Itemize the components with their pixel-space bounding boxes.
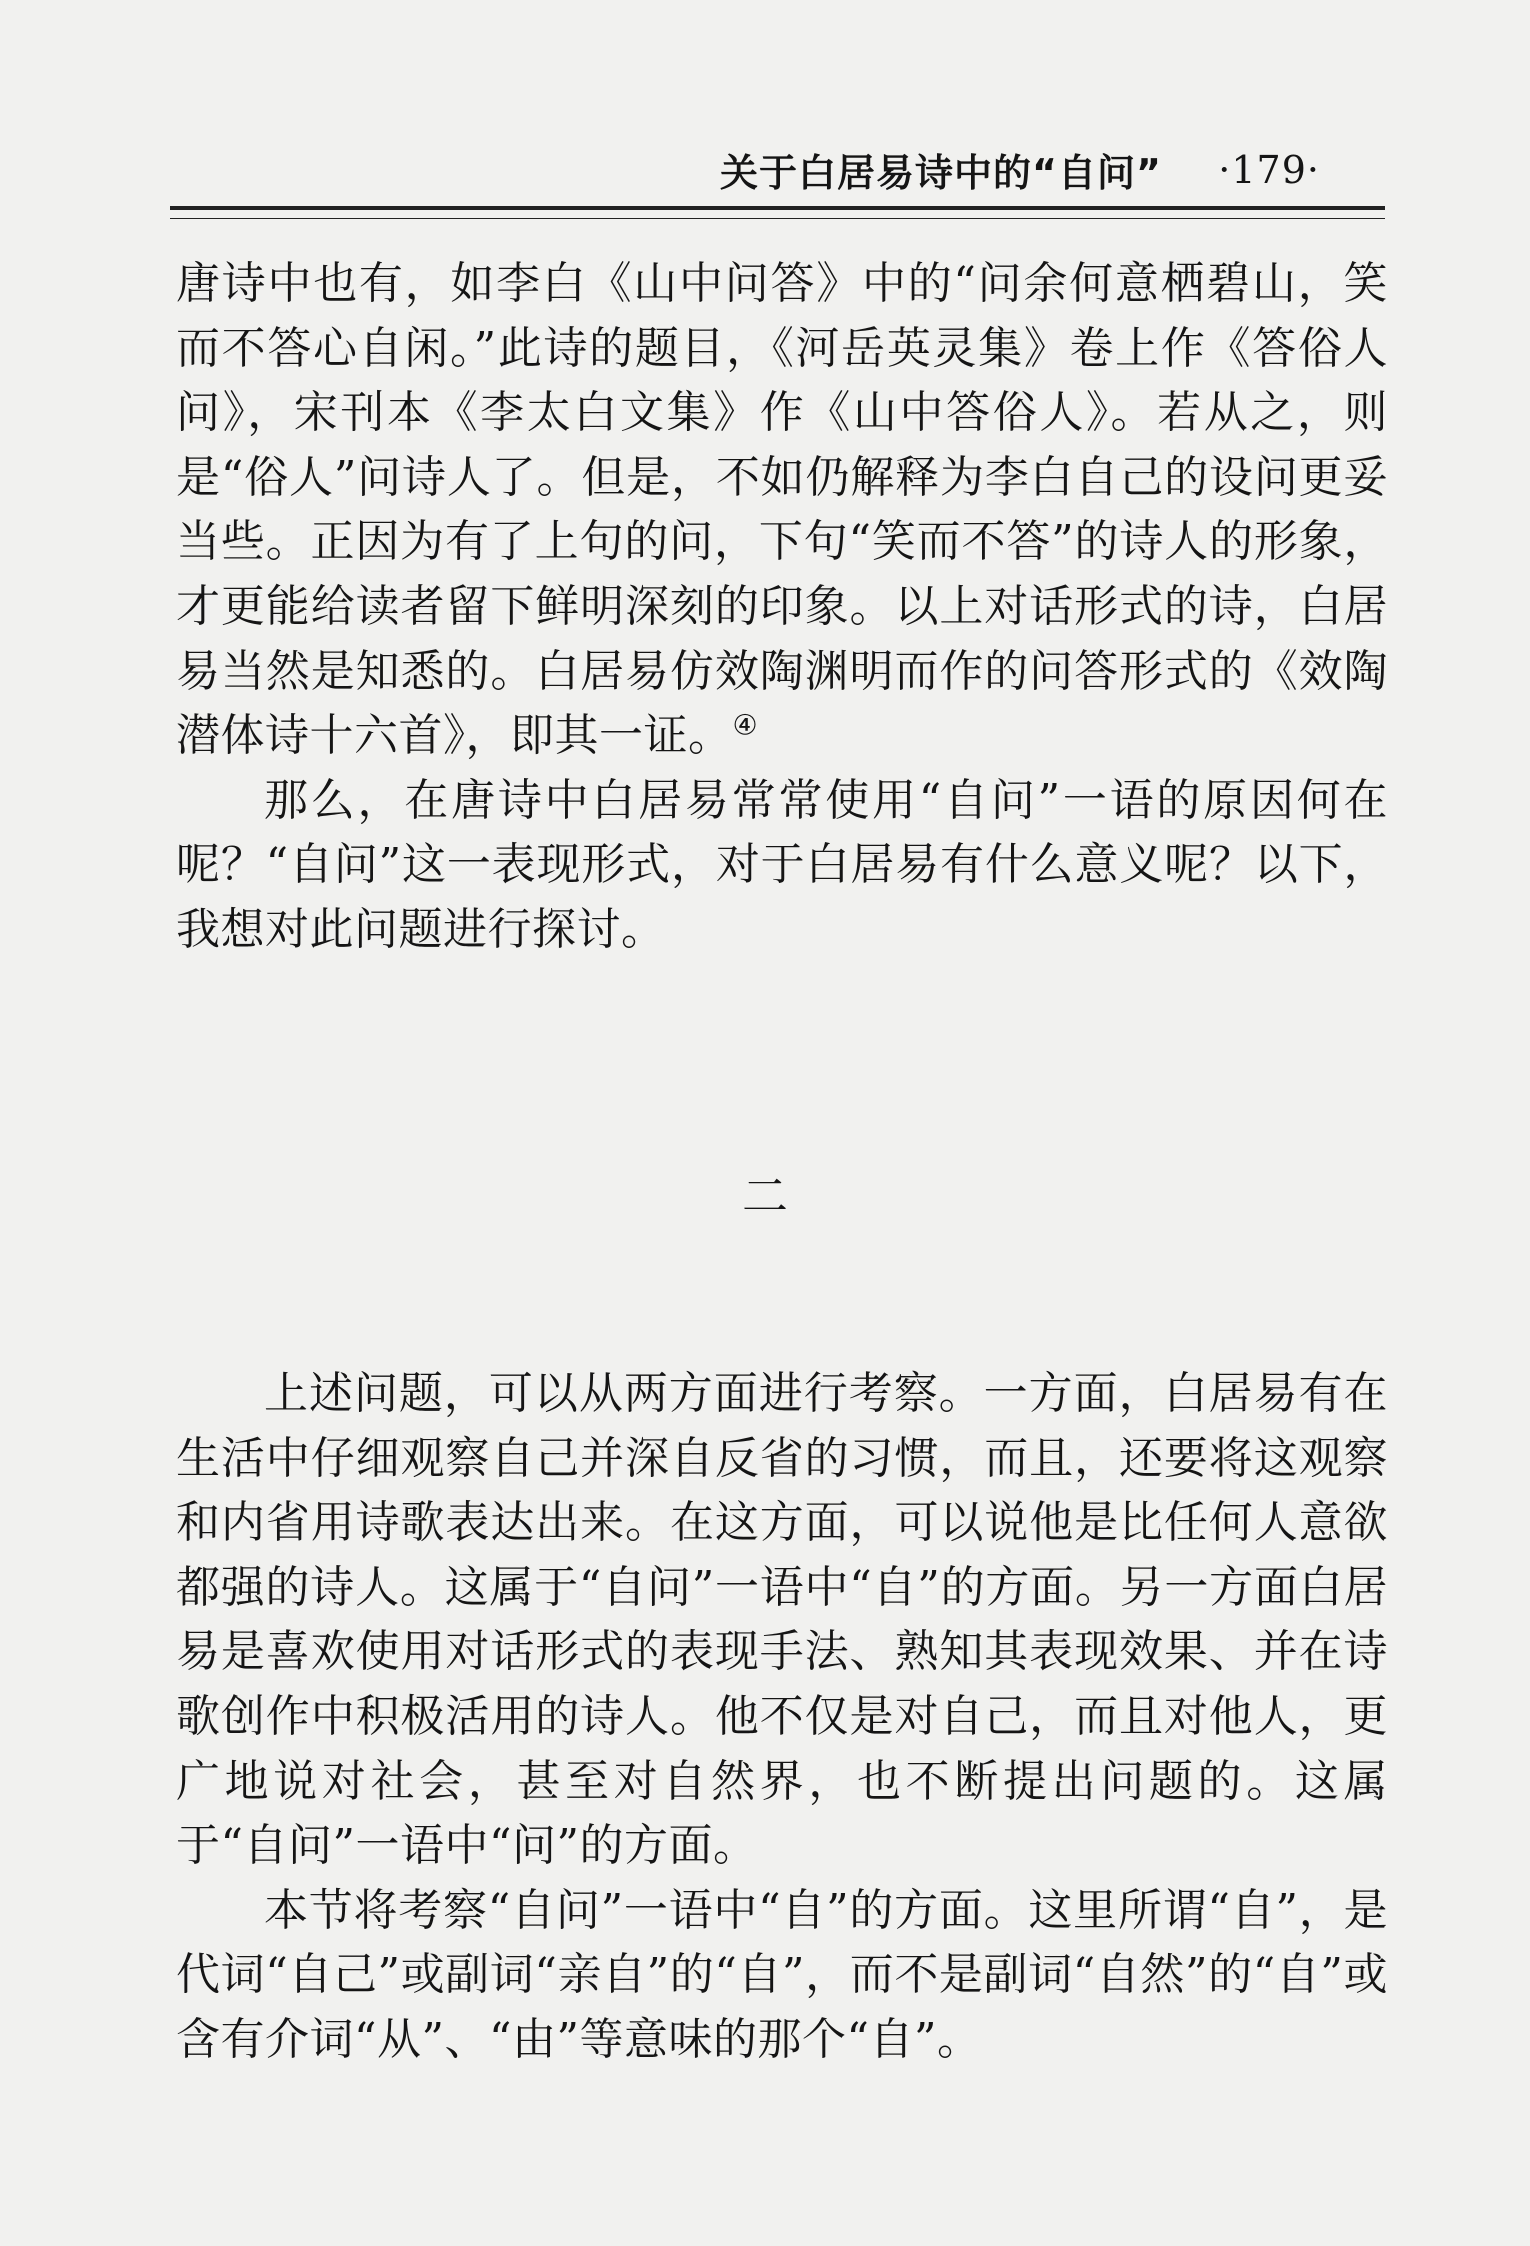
running-head bbox=[720, 142, 1320, 197]
section-one-text bbox=[176, 252, 1388, 963]
header-rule bbox=[170, 206, 1385, 219]
paragraph: 那么，在唐诗中白居易常常使用“自问”一语的原因何在呢？“自问”这一表现形式，对于白居易有什么意义呢？以下，我想对此问题进行探讨。 bbox=[176, 774, 1388, 955]
paragraph: 上述问题，可以从两方面进行考察。一方面，白居易有在生活中仔细观察自己并深自反省的习惯，而且，还要将这观察和内省用诗歌表达出来。在这方面，可以说他是比任何人意欲都强的诗人。这属于“自问”一语中“自”的方面。另一方面白居易是喜欢使用对话形式的表现手法、熟知其表现效果、并在诗歌创作中积极活用的诗人。他不仅是对自己，而且对他人，更广地说对社会，甚至对自然界，也不断提出问题的。这属于“自问”一语中“问”的方面。 bbox=[176, 1368, 1388, 1872]
footnote-marker: ④ bbox=[732, 708, 759, 742]
paragraph: 本节将考察“自问”一语中“自”的方面。这里所谓“自”，是代词“自己”或副词“亲自”的“自”，而不是副词“自然”的“自”或含有介词“从”、“由”等意味的那个“自”。 bbox=[176, 1884, 1388, 2065]
page-number: ·179· bbox=[1218, 147, 1320, 192]
section-number: 二 bbox=[742, 1169, 788, 1223]
section-two-text bbox=[176, 1362, 1388, 2073]
running-title: 关于白居易诗中的“自问” bbox=[720, 151, 1162, 195]
paragraph: 唐诗中也有，如李白《山中问答》中的“问余何意栖碧山，笑而不答心自闲。”此诗的题目，《河岳英灵集》卷上作《答俗人问》，宋刊本《李太白文集》作《山中答俗人》。若从之，则是“俗人”问诗人了。但是，不如仍解释为李白自己的设问更妥当些。正因为有了上句的问，下句“笑而不答”的诗人的形象，才更能给读者留下鲜明深刻的印象。以上对话形式的诗，白居易当然是知悉的。白居易仿效陶渊明而作的问答形式的《效陶潜体诗十六首》，即其一证。④ bbox=[176, 258, 1388, 762]
